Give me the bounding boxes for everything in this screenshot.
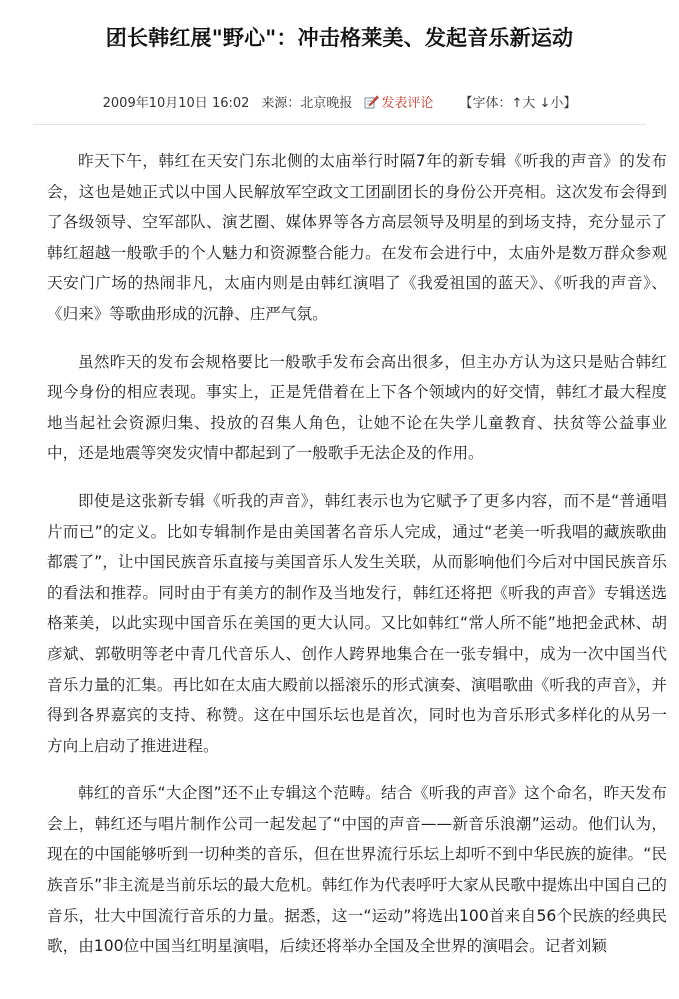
article-title: 团长韩红展"野心"：冲击格莱美、发起音乐新运动: [105, 26, 574, 50]
article-meta: [0, 92, 679, 111]
article-paragraph: 即使是这张新专辑《听我的声音》，韩红表示也为它赋予了更多内容，而不是“普通唱片而已”的定义。比如专辑制作是由美国著名音乐人完成，通过“老美一听我唱的藏族歌曲都震了”，让中国民族音乐直接与美国音乐人发生关联，从而影响他们今后对中国民族音乐的看法和推荐。同时由于有美方的制作及当地发行，韩红还将把《听我的声音》专辑送选格莱美，以此实现中国音乐在美国的更大认同。又比如韩红“常人所不能”地把金武林、胡彦斌、郭敬明等老中青几代音乐人、创作人跨界地集合在一张专辑中，成为一次中国当代音乐力量的汇集。再比如在太庙大殿前以摇滚乐的形式演奏、演唱歌曲《听我的声音》，并得到各界嘉宾的支持、称赞。这在中国乐坛也是首次，同时也为音乐形式多样化的从另一方向上启动了推进进程。: [47, 491, 667, 755]
publish-datetime: 2009年10月10日 16:02: [102, 96, 250, 111]
article-source: 来源：北京晚报: [261, 96, 353, 111]
pencil-icon: [364, 95, 379, 109]
comment-link[interactable]: [364, 92, 433, 111]
meta-divider: [33, 124, 646, 125]
comment-link-label: 发表评论: [381, 96, 434, 111]
article-paragraph: 虽然昨天的发布会规格要比一般歌手发布会高出很多，但主办方认为这只是贴合韩红现今身份的相应表现。事实上，正是凭借着在上下各个领域内的好交情，韩红才最大程度地当起社会资源归集、投放的召集人角色，让她不论在失学儿童教育、扶贫等公益事业中，还是地震等突发灾情中都起到了一般歌手无法企及的作用。: [47, 352, 667, 463]
font-size-control[interactable]: 【字体：↑大 ↓小】: [459, 96, 577, 111]
article-paragraph: 昨天下午，韩红在天安门东北侧的太庙举行时隔7年的新专辑《听我的声音》的发布会，这也是她正式以中国人民解放军空政文工团副团长的身份公开亮相。这次发布会得到了各级领导、空军部队、演艺圈、媒体界等各方高层领导及明星的到场支持，充分显示了韩红超越一般歌手的个人魅力和资源整合能力。在发布会进行中，太庙外是数万群众参观天安门广场的热闹非凡，太庙内则是由韩红演唱了《我爱祖国的蓝天》、《听我的声音》、《归来》等歌曲形成的沉静、庄严气氛。: [47, 152, 667, 323]
article-body: [47, 146, 667, 979]
article-paragraph: 韩红的音乐“大企图”还不止专辑这个范畴。结合《听我的声音》这个命名，昨天发布会上，韩红还与唱片制作公司一起发起了“中国的声音——新音乐浪潮”运动。他们认为，现在的中国能够听到一切种类的音乐，但在世界流行乐坛上却听不到中华民族的旋律。“民族音乐”非主流是当前乐坛的最大危机。韩红作为代表呼吁大家从民歌中提炼出中国自己的音乐，壮大中国流行音乐的力量。据悉，这一“运动”将选出100首来自56个民族的经典民歌，由100位中国当红明星演唱，后续还将举办全国及全世界的演唱会。记者刘颖: [47, 784, 667, 956]
